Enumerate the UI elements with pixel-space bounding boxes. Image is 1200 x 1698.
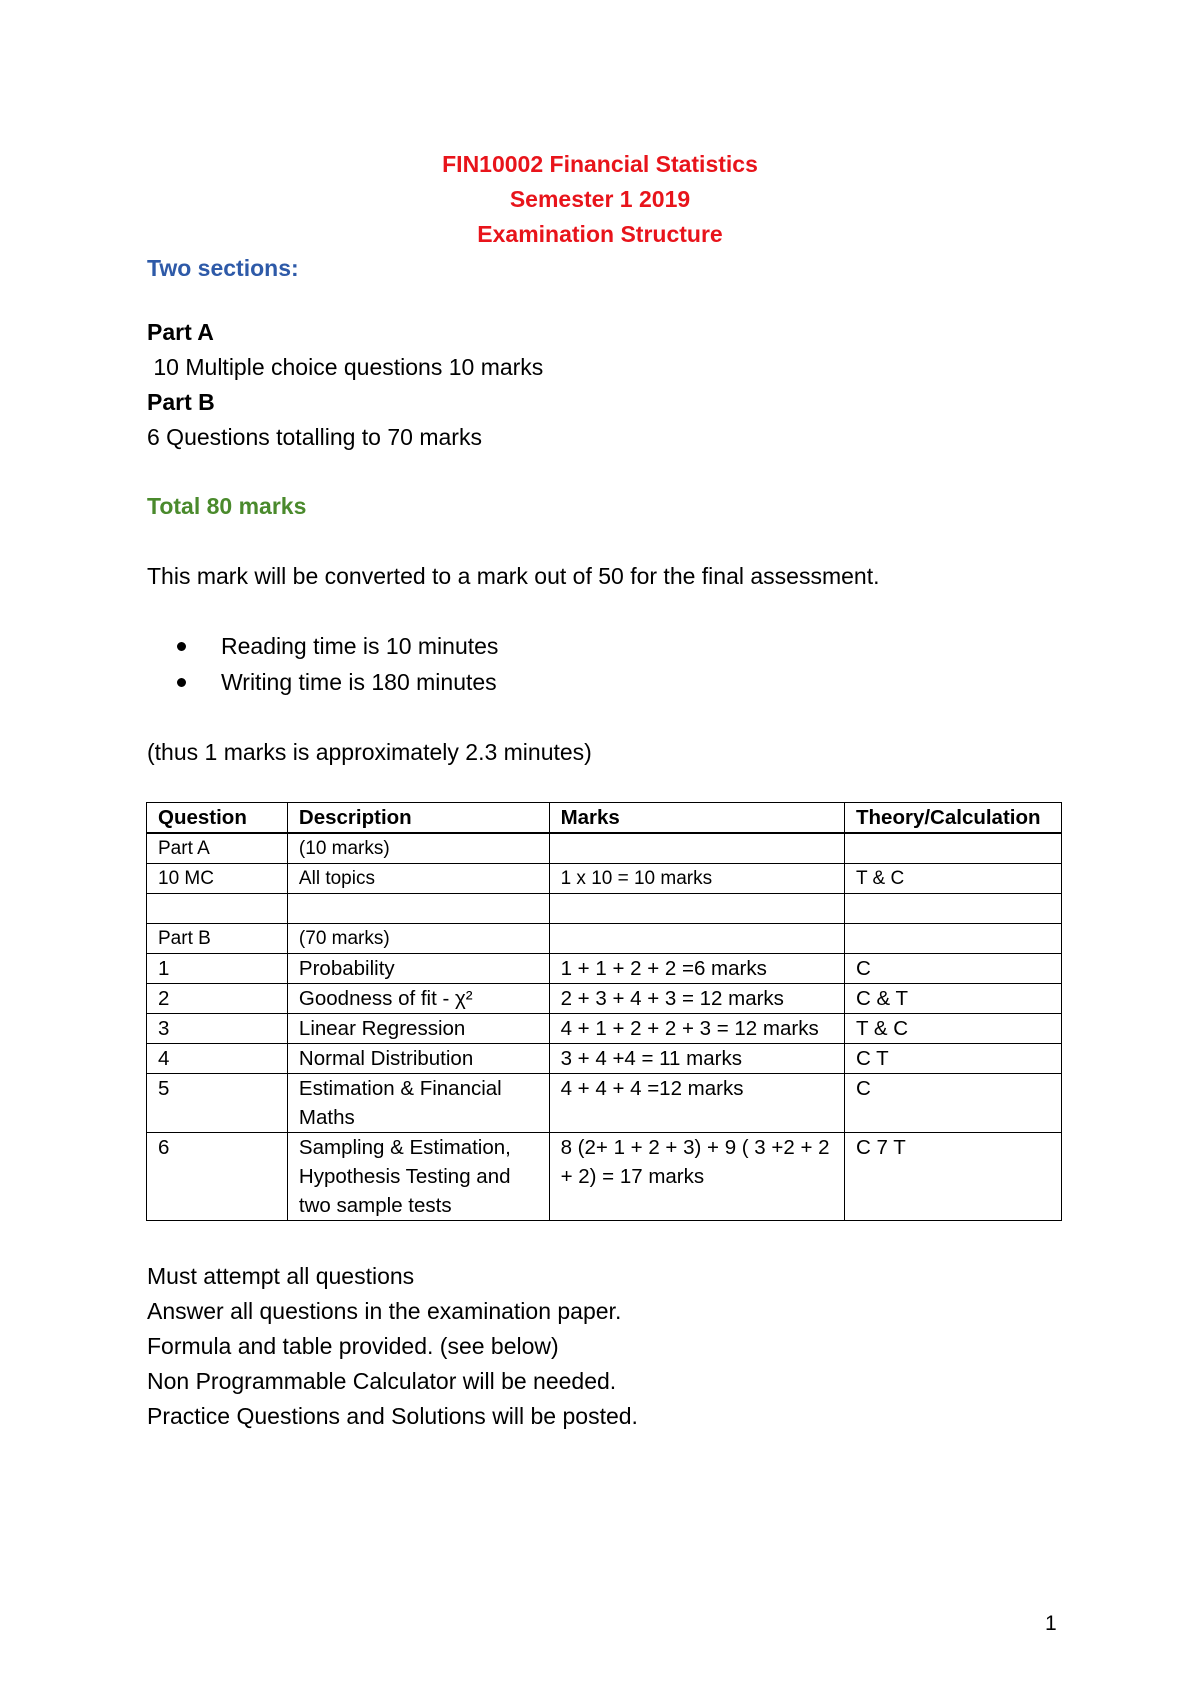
table-header-row: [147, 803, 1062, 834]
closing-line: Formula and table provided. (see below): [147, 1333, 559, 1359]
closing-line: Non Programmable Calculator will be needed.: [147, 1368, 617, 1394]
cell-question: Part A: [147, 833, 288, 864]
header-description: Description: [287, 803, 549, 834]
timing-note: (thus 1 marks is approximately 2.3 minutes): [147, 739, 592, 765]
total-marks: Total 80 marks: [147, 493, 307, 519]
cell-type: C: [845, 1074, 1062, 1133]
table-row: [147, 1133, 1062, 1221]
table-row: [147, 864, 1062, 894]
page-number: 1: [1045, 1612, 1057, 1635]
cell-description: [287, 894, 549, 924]
cell-marks: [549, 894, 844, 924]
exam-structure-title: Examination Structure: [477, 221, 723, 247]
cell-marks: 4 + 4 + 4 =12 marks: [549, 1074, 844, 1133]
part-a-detail: 10 Multiple choice questions 10 marks: [147, 354, 544, 380]
cell-marks: [549, 833, 844, 864]
cell-marks: 8 (2+ 1 + 2 + 3) + 9 ( 3 +2 + 2 + 2) = 17 marks: [549, 1133, 844, 1221]
cell-description: Probability: [287, 954, 549, 984]
cell-description: Estimation & Financial Maths: [287, 1074, 549, 1133]
cell-question: 1: [147, 954, 288, 984]
closing-line: Must attempt all questions: [147, 1263, 415, 1289]
cell-marks: 1 + 1 + 2 + 2 =6 marks: [549, 954, 844, 984]
conversion-note: This mark will be converted to a mark out of 50 for the final assessment.: [147, 563, 880, 589]
header-marks: Marks: [549, 803, 844, 834]
cell-type: C & T: [845, 984, 1062, 1014]
cell-question: Part B: [147, 924, 288, 954]
closing-line: Practice Questions and Solutions will be posted.: [147, 1403, 638, 1429]
cell-question: 4: [147, 1044, 288, 1074]
cell-type: C: [845, 954, 1062, 984]
cell-marks: 4 + 1 + 2 + 2 + 3 = 12 marks: [549, 1014, 844, 1044]
table-row: [147, 1014, 1062, 1044]
cell-type: T & C: [845, 864, 1062, 894]
cell-question: 3: [147, 1014, 288, 1044]
cell-question: 2: [147, 984, 288, 1014]
part-b-detail: 6 Questions totalling to 70 marks: [147, 424, 482, 450]
cell-question: [147, 894, 288, 924]
table-row: [147, 1044, 1062, 1074]
table-row: [147, 1074, 1062, 1133]
cell-question: 5: [147, 1074, 288, 1133]
table-row: [147, 894, 1062, 924]
part-a-label: Part A: [147, 319, 214, 345]
cell-description: Goodness of fit - χ²: [287, 984, 549, 1014]
cell-marks: 3 + 4 +4 = 11 marks: [549, 1044, 844, 1074]
cell-type: [845, 833, 1062, 864]
cell-description: All topics: [287, 864, 549, 894]
cell-description: (70 marks): [287, 924, 549, 954]
cell-description: Normal Distribution: [287, 1044, 549, 1074]
bullet-text: Reading time is 10 minutes: [221, 633, 499, 659]
table-row: [147, 833, 1062, 864]
cell-marks: 2 + 3 + 4 + 3 = 12 marks: [549, 984, 844, 1014]
table-row: [147, 954, 1062, 984]
cell-question: 10 MC: [147, 864, 288, 894]
header-theory-calculation: Theory/Calculation: [845, 803, 1062, 834]
cell-description: Linear Regression: [287, 1014, 549, 1044]
header-question: Question: [147, 803, 288, 834]
cell-type: C 7 T: [845, 1133, 1062, 1221]
cell-question: 6: [147, 1133, 288, 1221]
part-b-label: Part B: [147, 389, 215, 415]
sections-heading: Two sections:: [147, 255, 299, 281]
cell-description: Sampling & Estimation, Hypothesis Testing and two sample tests: [287, 1133, 549, 1221]
closing-line: Answer all questions in the examination paper.: [147, 1298, 622, 1324]
course-title: FIN10002 Financial Statistics: [442, 151, 758, 177]
semester-title: Semester 1 2019: [509, 186, 691, 212]
cell-marks: [549, 924, 844, 954]
bullet-icon: [177, 678, 186, 687]
cell-marks: 1 x 10 = 10 marks: [549, 864, 844, 894]
cell-type: [845, 924, 1062, 954]
cell-description: (10 marks): [287, 833, 549, 864]
cell-type: C T: [845, 1044, 1062, 1074]
table-row: [147, 984, 1062, 1014]
cell-type: T & C: [845, 1014, 1062, 1044]
bullet-text: Writing time is 180 minutes: [221, 669, 497, 695]
cell-type: [845, 894, 1062, 924]
exam-structure-table: [146, 802, 1062, 1221]
bullet-icon: [177, 642, 186, 651]
table-row: [147, 924, 1062, 954]
